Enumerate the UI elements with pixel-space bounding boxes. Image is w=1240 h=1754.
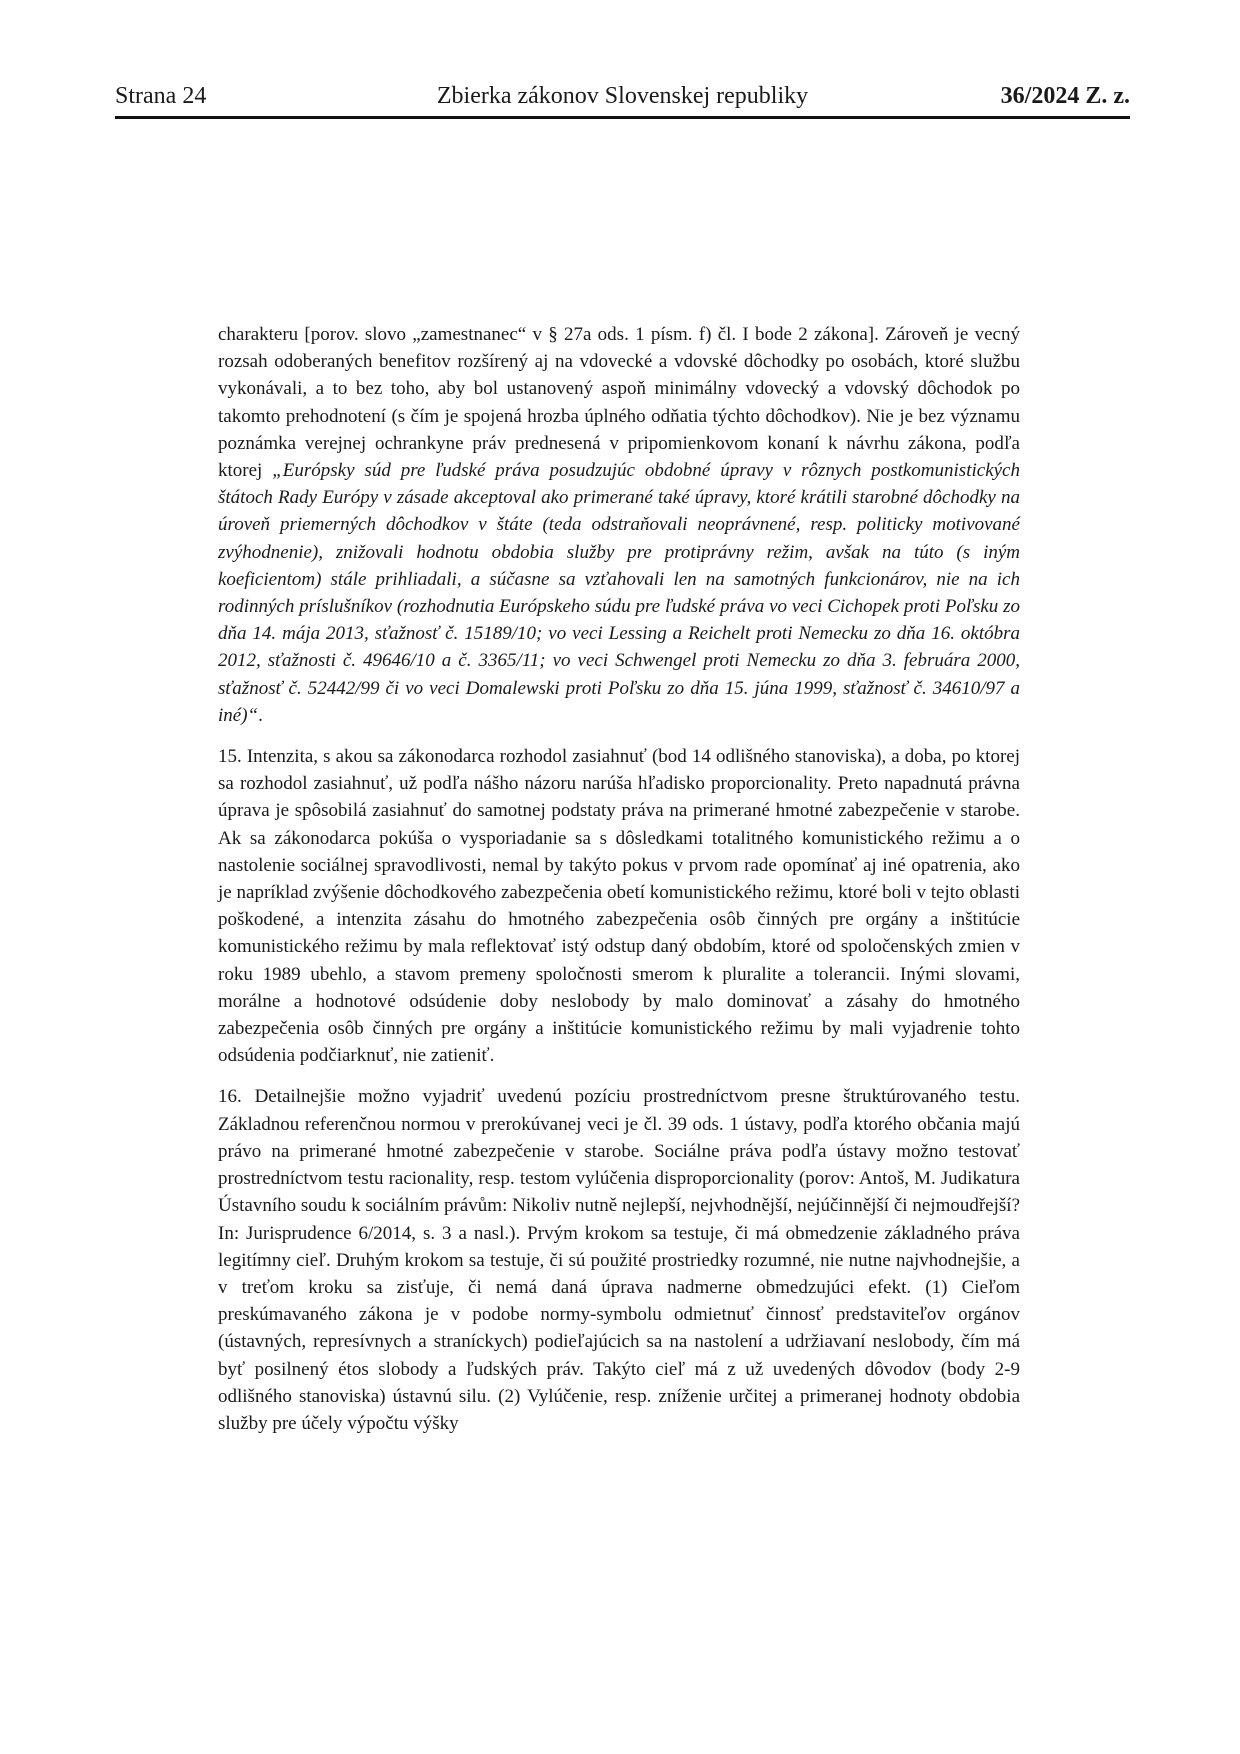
paragraph-16: 16. Detailnejšie možno vyjadriť uvedenú pozíciu prostredníctvom presne štruktúrovaného testu. Základnou referenčnou normou v prerokúvanej veci je čl. 39 ods. 1 ústavy, podľa ktorého občania majú právo na primerané hmotné zabezpečenie v starobe. Sociálne práva podľa ústavy možno testovať prostredníctvom testu racionality, resp. testom vylúčenia disproporcionality (porov: Antoš, M. Judikatura Ústavního soudu k sociálním právům: Nikoliv nutně nejlepší, nejvhodnější, nejúčinnější či nejmoudřejší? In: Jurisprudence 6/2014, s. 3 a nasl.). Prvým krokom sa testuje, či má obmedzenie základného práva legitímny cieľ. Druhým krokom sa testuje, či sú použité prostriedky rozumné, nie nutne najvhodnejšie, a v treťom kroku sa zisťuje, či nemá daná úprava nadmerne obmedzujúci efekt. (1) Cieľom preskúmavaného zákona je v podobe normy-symbolu odmietnuť činnosť predstaviteľov orgánov (ústavných, represívnych a straníckych) podieľajúcich sa na nastolení a udržiavaní neslobody, čím má byť posilnený étos slobody a ľudských práv. Takýto cieľ má z už uvedených dôvodov (body 2-9 odlišného stanoviska) ústavnú silu. (2) Vylúčenie, resp. zníženie určitej a primeranej hodnoty obdobia služby pre účely výpočtu výšky: [218, 1086, 1020, 1434]
paragraph-text-end: .: [258, 704, 263, 726]
page-header: [115, 80, 1130, 119]
collection-title: Zbierka zákonov Slovenskej republiky: [436, 83, 809, 109]
paragraph-15: 15. Intenzita, s akou sa zákonodarca rozhodol zasiahnuť (bod 14 odlišného stanoviska), a doba, po ktorej sa rozhodol zasiahnuť, už podľa nášho názoru narúša hľadisko proporcionality. Preto napadnutá právna úprava je spôsobilá zasiahnuť do samotnej podstaty práva na primerané hmotné zabezpečenie v starobe. Ak sa zákonodarca pokúša o vysporiadanie sa s dôsledkami totalitného komunistického režimu a o nastolenie sociálnej spravodlivosti, nemal by takýto pokus v prvom rade opomínať aj iné opatrenia, ako je napríklad zvýšenie dôchodkového zabezpečenia obetí komunistického režimu, ktoré boli v tejto oblasti poškodené, a intenzita zásahu do hmotného zabezpečenia osôb činných pre orgány a inštitúcie komunistického režimu by mala reflektovať istý odstup daný obdobím, ktoré od spoločenských zmien v roku 1989 ubehlo, a stavom premeny spoločnosti smerom k pluralite a tolerancii. Inými slovami, morálne a hodnotové odsúdenie doby neslobody by malo dominovať a zásahy do hmotného zabezpečenia osôb činných pre orgány a inštitúcie komunistického režimu by mali vyjadrenie tohto odsúdenia podčiarknuť, nie zatieniť.: [218, 746, 1020, 1067]
court-quote: „Európsky súd pre ľudské práva posudzujúc obdobné úpravy v rôznych postkomunistických štátoch Rady Európy v zásade akceptoval ako primerané také úpravy, ktoré krátili starobné dôchodky na úroveň priemerných dôchodkov v štáte (teda odstraňovali neoprávnené, resp. politicky motivované zvýhodnenie), znižovali hodnotu obdobia služby pre protiprávny režim, avšak na túto (s iným koeficientom) stále prihliadali, a súčasne sa vzťahovali len na samotných funkcionárov, nie na ich rodinných príslušníkov (rozhodnutia Európskeho súdu pre ľudské práva vo veci Cichopek proti Poľsku zo dňa 14. mája 2013, sťažnosť č. 15189/10; vo veci Lessing a Reichelt proti Nemecku zo dňa 16. októbra 2012, sťažnosti č. 49646/10 a č. 3365/11; vo veci Schwengel proti Nemecku zo dňa 3. februára 2000, sťažnosť č. 52442/99 či vo veci Domalewski proti Poľsku zo dňa 15. júna 1999, sťažnosť č. 34610/97 a iné)“: [218, 460, 1020, 726]
document-body: [218, 321, 1020, 1451]
paragraph-text: charakteru [porov. slovo „zamestnanec“ v § 27a ods. 1 písm. f) čl. I bode 2 zákona]. Zároveň je vecný rozsah odoberaných benefitov rozšírený aj na vdovecké a vdovské dôchodky po osobách, ktoré službu vykonávali, a to bez toho, aby bol ustanovený aspoň minimálny vdovecký a vdovský dôchodok po takomto prehodnotení (s čím je spojená hrozba úplného odňatia týchto dôchodkov). Nie je bez významu poznámka verejnej ochrankyne práv prednesená v pripomienkovom konaní k návrhu zákona, podľa ktorej: [218, 324, 1020, 482]
page-number: Strana 24: [115, 83, 207, 109]
issue-number: 36/2024 Z. z.: [1000, 83, 1130, 109]
paragraph-continuation: [218, 321, 1020, 729]
